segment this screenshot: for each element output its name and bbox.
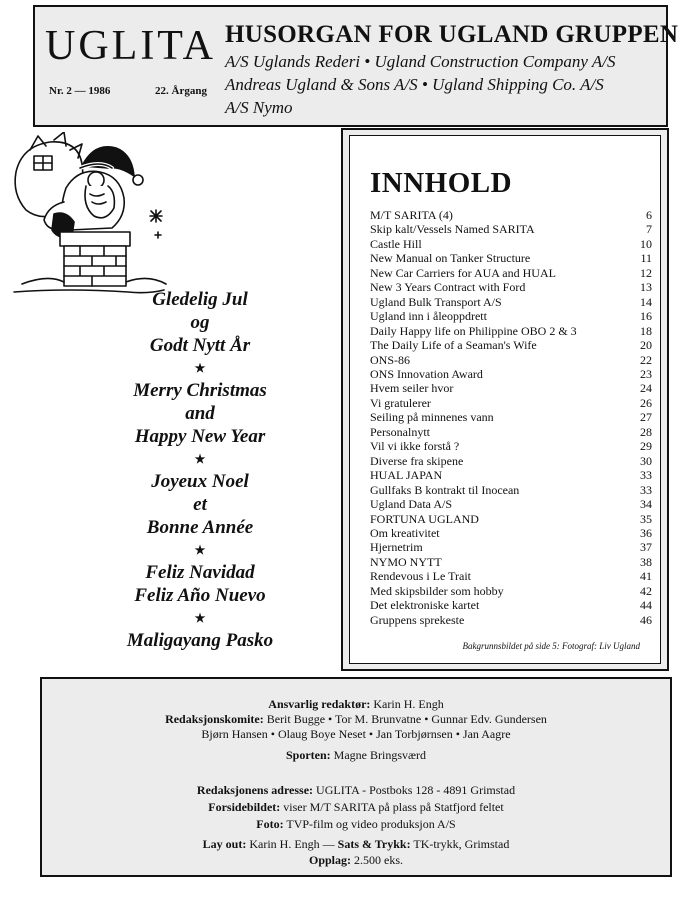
toc-row	[370, 237, 652, 251]
address-value: UGLITA - Postboks 128 - 4891 Grimstad	[316, 783, 516, 797]
toc-row	[370, 584, 652, 598]
toc-title: M/T SARITA (4)	[370, 208, 453, 222]
christmas-greetings	[105, 288, 295, 652]
editor-line	[42, 697, 670, 712]
toc-row	[370, 396, 652, 410]
toc-row	[370, 208, 652, 222]
greeting-norwegian-2: og	[190, 312, 210, 333]
volume-year: 22. Årgang	[155, 85, 207, 97]
toc-row	[370, 295, 652, 309]
cover-value: viser M/T SARITA på plass på Statfjord feltet	[283, 800, 504, 814]
toc-title: Seiling på minnenes vann	[370, 410, 494, 425]
greeting-french-3: Bonne Année	[146, 517, 254, 538]
toc-title: Vi gratulerer	[370, 395, 431, 410]
issue-number: Nr. 2 — 1986	[49, 85, 111, 97]
toc-page: 44	[640, 598, 652, 613]
toc-page: 16	[640, 309, 652, 324]
toc-page: 18	[640, 323, 652, 338]
toc-title: Rendevous i Le Trait	[370, 569, 471, 584]
toc-title: The Daily Life of a Seaman's Wife	[370, 338, 537, 353]
toc-row	[370, 598, 652, 612]
toc-page: 13	[640, 280, 652, 295]
toc-row	[370, 266, 652, 280]
sport-line	[42, 748, 670, 763]
toc-page: 11	[640, 251, 652, 266]
toc-row	[370, 512, 652, 526]
circulation-value: 2.500 eks.	[354, 853, 403, 867]
toc-title: New 3 Years Contract with Ford	[370, 280, 526, 295]
toc-page: 46	[640, 612, 652, 627]
toc-row	[370, 324, 652, 338]
editor-name: Karin H. Engh	[373, 697, 444, 711]
editorial-credits	[40, 677, 672, 877]
circulation-label: Opplag:	[308, 853, 351, 867]
masthead-companies-line-1: A/S Uglands Rederi • Ugland Construction Company A/S	[225, 52, 616, 71]
toc-page: 38	[640, 554, 652, 569]
toc-title: Vil vi ikke forstå ?	[370, 439, 460, 454]
toc-row	[370, 425, 652, 439]
circulation-line	[42, 853, 670, 868]
masthead	[33, 5, 679, 127]
sport-editor: Magne Bringsværd	[333, 748, 426, 762]
greeting-norwegian-3: Godt Nytt År	[149, 335, 251, 356]
committee-members-1: Berit Bugge • Tor M. Brunvatne • Gunnar Edv. Gundersen	[266, 712, 547, 726]
table-of-contents	[341, 128, 669, 671]
masthead-companies-line-3: A/S Nymo	[225, 98, 293, 117]
toc-row	[370, 367, 652, 381]
toc-title: Hjernetrim	[370, 540, 423, 555]
editor-label: Ansvarlig redaktør:	[268, 697, 371, 711]
toc-page: 37	[640, 540, 652, 555]
toc-page: 28	[640, 424, 652, 439]
toc-page: 42	[640, 583, 652, 598]
toc-page: 34	[640, 497, 652, 512]
toc-title: Ugland Bulk Transport A/S	[370, 294, 502, 309]
toc-page: 35	[640, 511, 652, 526]
photo-line	[42, 817, 670, 832]
toc-row	[370, 454, 652, 468]
greeting-spanish-2: Feliz Año Nuevo	[134, 585, 266, 606]
toc-row	[370, 309, 652, 323]
toc-row	[370, 251, 652, 265]
toc-title: HUAL JAPAN	[370, 468, 443, 483]
address-label: Redaksjonens adresse:	[196, 783, 314, 797]
layout-label: Lay out:	[202, 837, 247, 851]
toc-row	[370, 540, 652, 554]
toc-title: Med skipsbilder som hobby	[370, 583, 504, 598]
star-divider: ★	[194, 543, 206, 557]
toc-list	[370, 208, 652, 627]
toc-page: 26	[640, 395, 652, 410]
toc-title: FORTUNA UGLAND	[370, 511, 479, 526]
address-line	[42, 783, 670, 798]
committee-label: Redaksjonskomite:	[165, 712, 264, 726]
toc-title: Gullfaks B kontrakt til Inocean	[370, 482, 520, 497]
toc-title: Om kreativitet	[370, 525, 440, 540]
toc-page: 20	[640, 338, 652, 353]
toc-row	[370, 381, 652, 395]
greeting-norwegian-1: Gledelig Jul	[152, 289, 248, 310]
toc-row	[370, 497, 652, 511]
greeting-filipino: Maligayang Pasko	[126, 630, 274, 651]
print-value: TK-trykk, Grimstad	[413, 837, 510, 851]
toc-page: 29	[640, 439, 652, 454]
toc-row	[370, 483, 652, 497]
sport-label: Sporten:	[286, 748, 331, 762]
toc-title: ONS-86	[370, 352, 411, 367]
toc-title: Castle Hill	[370, 236, 422, 251]
toc-title: ONS Innovation Award	[370, 366, 483, 381]
greeting-english-1: Merry Christmas	[133, 380, 267, 401]
toc-row	[370, 569, 652, 583]
star-divider: ★	[194, 361, 206, 375]
toc-row	[370, 555, 652, 569]
masthead-title: HUSORGAN FOR UGLAND GRUPPEN	[225, 21, 679, 48]
toc-row	[370, 439, 652, 453]
toc-title: New Car Carriers for AUA and HUAL	[370, 265, 556, 280]
toc-title: Ugland Data A/S	[370, 497, 452, 512]
toc-panel	[349, 135, 661, 664]
photo-label: Foto:	[256, 817, 284, 831]
masthead-companies-line-2: Andreas Ugland & Sons A/S • Ugland Shipping Co. A/S	[225, 75, 604, 94]
toc-title: Personalnytt	[370, 424, 430, 439]
toc-row	[370, 280, 652, 294]
toc-row	[370, 338, 652, 352]
greeting-french-2: et	[193, 494, 207, 515]
toc-page: 6	[646, 208, 652, 222]
toc-title: Skip kalt/Vessels Named SARITA	[370, 222, 535, 237]
toc-page: 36	[640, 525, 652, 540]
toc-page: 7	[646, 222, 652, 237]
toc-page: 41	[640, 569, 652, 584]
toc-title: NYMO NYTT	[370, 554, 442, 569]
toc-row	[370, 353, 652, 367]
cover-line	[42, 800, 670, 815]
toc-row	[370, 613, 652, 627]
layout-value: Karin H. Engh —	[249, 837, 335, 851]
committee-members-2: Bjørn Hansen • Olaug Boye Neset • Jan Torbjørnsen • Jan Aagre	[201, 727, 511, 741]
toc-title: Hvem seiler hvor	[370, 381, 454, 396]
star-divider: ★	[194, 452, 206, 466]
toc-page: 22	[640, 352, 652, 367]
toc-page: 27	[640, 410, 652, 425]
greeting-english-2: and	[185, 403, 215, 424]
layout-line	[42, 837, 670, 852]
photo-value: TVP-film og video produksjon A/S	[286, 817, 456, 831]
greeting-french-1: Joyeux Noel	[151, 471, 249, 492]
print-label: Sats & Trykk:	[337, 837, 411, 851]
toc-page: 24	[640, 381, 652, 396]
cover-label: Forsidebildet:	[208, 800, 281, 814]
toc-title: Ugland inn i åleoppdrett	[370, 309, 487, 324]
toc-row	[370, 222, 652, 236]
toc-page: 33	[640, 482, 652, 497]
santa-on-chimney-illustration	[8, 132, 168, 297]
toc-page: 12	[640, 265, 652, 280]
committee-line-2	[42, 727, 670, 742]
toc-page: 10	[640, 236, 652, 251]
star-divider: ★	[194, 611, 206, 625]
toc-title: Diverse fra skipene	[370, 453, 464, 468]
toc-title: Det elektroniske kartet	[370, 598, 480, 613]
toc-page: 23	[640, 366, 652, 381]
committee-line-1	[42, 712, 670, 727]
toc-row	[370, 468, 652, 482]
greeting-spanish-1: Feliz Navidad	[145, 562, 255, 583]
toc-title: Daily Happy life on Philippine OBO 2 & 3	[370, 323, 577, 338]
toc-page: 33	[640, 468, 652, 483]
publication-logo: UGLITA	[45, 23, 216, 69]
toc-page: 30	[640, 453, 652, 468]
toc-title: Gruppens sprekeste	[370, 612, 465, 627]
toc-heading: INNHOLD	[370, 167, 513, 199]
toc-page: 14	[640, 294, 652, 309]
toc-title: New Manual on Tanker Structure	[370, 251, 531, 266]
greeting-english-3: Happy New Year	[134, 426, 266, 447]
photo-credit: Bakgrunnsbildet på side 5: Fotograf: Liv Ugland	[462, 641, 640, 651]
toc-row	[370, 410, 652, 424]
toc-row	[370, 526, 652, 540]
